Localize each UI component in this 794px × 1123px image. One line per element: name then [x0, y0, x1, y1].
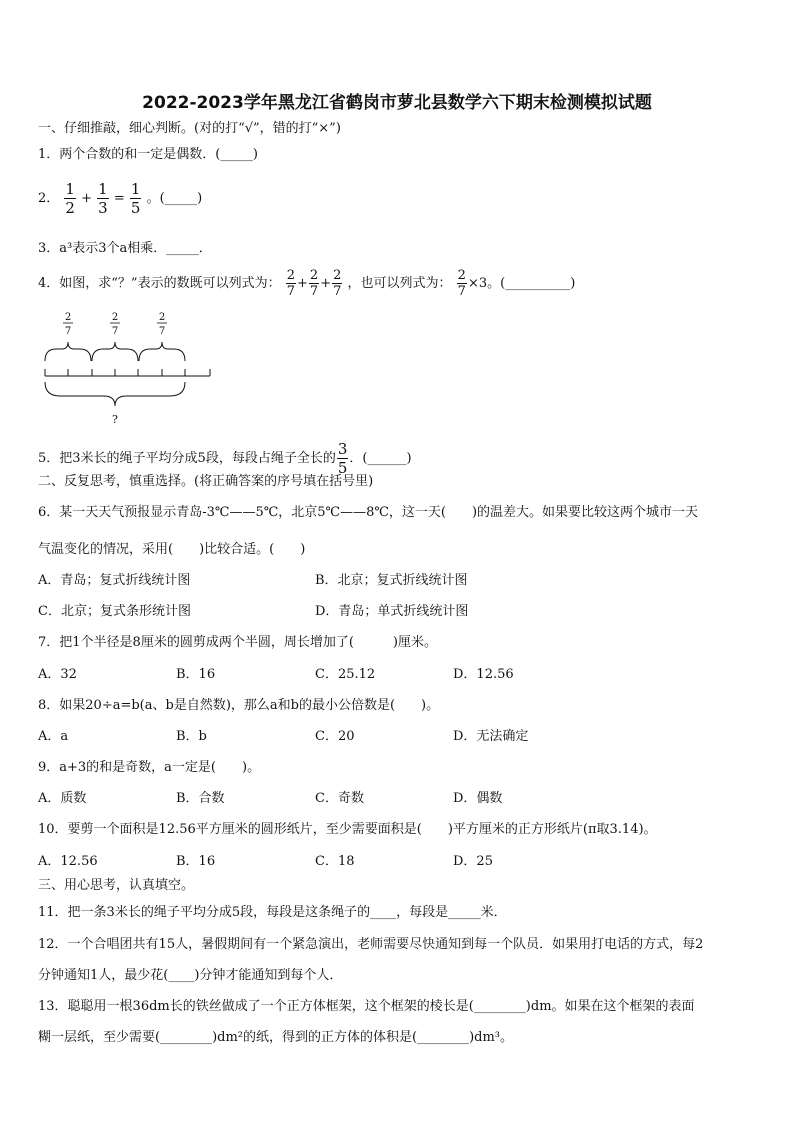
q8-option-c: C．20 [315, 729, 355, 744]
q9-option-b: B．合数 [176, 791, 225, 806]
q6-option-a: A．青岛；复式折线统计图 [38, 573, 191, 588]
question-5 [38, 440, 412, 477]
q4-fraction-a: $\frac{2}{7}$ [286, 268, 295, 299]
question-6-line1: 6．某一天天气预报显示青岛-3℃——5℃，北京5℃——8℃，这一天( )的温差大。如果要比较这两个城市一天 [38, 505, 699, 520]
q8-option-b: B．b [176, 729, 207, 744]
q2-equals: = [113, 191, 125, 206]
question-9: 9．a+3的和是奇数，a一定是( )。 [38, 760, 261, 775]
q9-option-a: A．质数 [38, 791, 87, 806]
question-11: 11．把一条3米长的绳子平均分成5段，每段是这条绳子的____，每段是_____米． [38, 905, 507, 920]
q4-fraction-b: $\frac{2}{7}$ [309, 268, 319, 299]
brace-top-1 [45, 342, 91, 361]
q2-prefix: 2． [38, 191, 60, 206]
q4-prefix: 4．如图，求“？”表示的数既可以列式为： [38, 276, 281, 291]
question-12-line2: 分钟通知1人，最少花(____)分钟才能通知到每个人． [38, 968, 343, 983]
figure-label-1-num: 2 [64, 312, 72, 323]
section3-heading: 三、用心思考，认真填空。 [38, 878, 195, 893]
q5-prefix: 5．把3米长的绳子平均分成5段，每段占绳子全长的 [38, 451, 336, 466]
q4-fraction-c: $\frac{2}{7}$ [333, 268, 342, 299]
q9-option-c: C．奇数 [315, 791, 364, 806]
q4-middle: ，也可以列式为： [347, 276, 452, 291]
q9-option-d: D．偶数 [453, 791, 503, 806]
q2-plus: + [81, 191, 93, 206]
figure-label-2-num: 2 [111, 312, 119, 323]
q7-option-a: A．32 [38, 667, 77, 682]
q10-option-c: C．18 [315, 854, 355, 869]
page-title: 2022-2023学年黑龙江省鹤岗市萝北县数学六下期末检测模拟试题 [142, 93, 652, 113]
brace-top-3 [139, 342, 185, 361]
q8-option-a: A．a [38, 729, 69, 744]
question-2 [38, 180, 202, 217]
q2-fraction-3: $\frac{1}{5}$ [130, 180, 141, 217]
q2-fraction-2: $\frac{1}{3}$ [98, 180, 108, 217]
brace-bottom [45, 382, 185, 406]
q7-option-b: B．16 [176, 667, 216, 682]
question-12-line1: 12．一个合唱团共有15人，暑假期间有一个紧急演出，老师需要尽快通知到每一个队员．如果用打电话的方式，每2 [38, 937, 704, 952]
figure-label-3-num: 2 [158, 312, 166, 323]
question-10: 10．要剪一个面积是12.56平方厘米的圆形纸片，至少需要面积是( )平方厘米的正方形纸片(π取3.14)。 [38, 822, 657, 837]
brace-top-2 [92, 342, 138, 361]
q6-option-d: D．青岛；单式折线统计图 [315, 604, 469, 619]
section2-heading: 二、反复思考，慎重选择。(将正确答案的序号填在括号里) [38, 474, 374, 489]
q4-number-line-figure [38, 305, 218, 430]
q7-option-d: D．12.56 [453, 667, 514, 682]
q4-suffix: 。(__________) [487, 276, 576, 291]
q2-suffix: 。(_____) [146, 191, 203, 206]
q7-option-c: C．25.12 [315, 667, 376, 682]
figure-label-1-den: 7 [64, 326, 72, 337]
question-13-line2: 糊一层纸，至少需要(________)dm²的纸，得到的正方体的体积是(________)dm³。 [38, 1030, 514, 1045]
q8-option-d: D．无法确定 [453, 729, 529, 744]
q6-option-b: B．北京；复式折线统计图 [315, 573, 468, 588]
q10-option-a: A．12.56 [38, 854, 98, 869]
question-13-line1: 13．聪聪用一根36dm长的铁丝做成了一个正方体框架，这个框架的棱长是(________)dm。如果在这个框架的表面 [38, 999, 695, 1014]
q4-times: ×3 [467, 276, 488, 291]
q10-option-d: D．25 [453, 854, 493, 869]
q6-option-c: C．北京；复式条形统计图 [38, 604, 191, 619]
question-1: 1．两个合数的和一定是偶数．(_____) [38, 147, 258, 162]
q2-fraction-1: $\frac{1}{2}$ [65, 180, 75, 217]
q10-option-b: B．16 [176, 854, 216, 869]
figure-question-mark: ? [112, 413, 118, 426]
section1-heading: 一、仔细推敲，细心判断。(对的打“√”，错的打“×”) [38, 121, 341, 136]
q5-suffix: ．(______) [349, 451, 412, 466]
figure-label-3-den: 7 [158, 326, 166, 337]
question-4: 4．如图，求“？”表示的数既可以列式为： $\frac{2}{7}$ + $\frac{2}{7}$ + $\frac{2}{7}$ ，也可以列式为： $\frac{2}{7}$ ×3。(__________) [38, 268, 576, 299]
question-6-line2: 气温变化的情况，采用( )比较合适。( ) [38, 542, 306, 557]
q4-fraction-d: $\frac{2}{7}$ [457, 268, 466, 299]
figure-label-2-den: 7 [111, 326, 119, 337]
question-3: 3．a³表示3个a相乘．_____． [38, 241, 212, 256]
question-8: 8．如果20÷a=b(a、b是自然数)，那么a和b的最小公倍数是( )。 [38, 698, 440, 713]
q5-fraction: $\frac{3}{5}$ [337, 440, 348, 477]
question-7: 7．把1个半径是8厘米的圆剪成两个半圆，周长增加了( )厘米。 [38, 635, 437, 650]
